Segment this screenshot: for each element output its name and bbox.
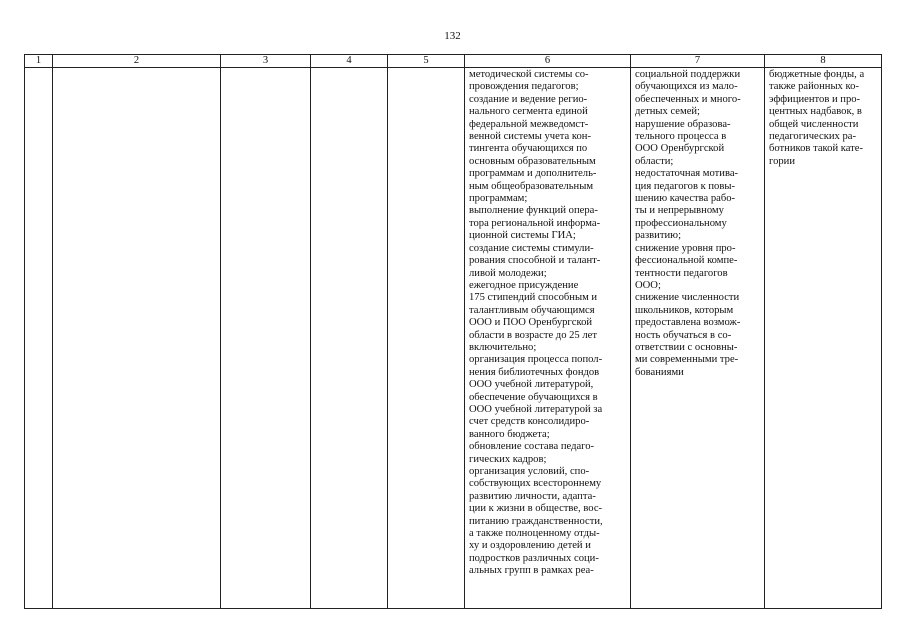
document-table: [24, 54, 882, 609]
table-row: [25, 68, 882, 609]
column-header-3: 3: [221, 55, 311, 68]
cell-col-4: [311, 68, 388, 609]
cell-text-col-8: бюджетные фонды, а также районных ко- эффициентов и про- центных надбавок, в общей численности педагогических ра- ботников такой кате- гории: [769, 69, 865, 167]
cell-text-col-6: методической системы со- провождения педагогов; создание и ведение регио- нального сегмента единой федеральной межведомст- венной системы учета кон- тингента обучающихся по основным образовательным программам и дополнитель- ным общеобразовательным программам; выполнение функций опера- тора региональной информа- ционной системы ГИА; создание системы стимули- рования способной и талант- ливой молодежи; ежегодное присуждение 175 стипендий способным и талантливым обучающимся ООО и ПОО Оренбургской области в возрасте до 25 лет включительно; организация процесса попол- нения библиотечных фондов ООО учебной литературой, обеспечение обучающихся в ООО учебной литературой за счет средств консолидиро- ванного бюджета; обновление состава педаго- гических кадров; организация условий, спо- собствующих всестороннему развитию личности, адапта- ции к жизни в обществе, вос- питанию гражданственности, а также полноценному отды- ху и оздоровлению детей и подростков различных соци- альных групп в рамках реа-: [469, 69, 603, 577]
cell-col-8: [765, 68, 882, 609]
column-header-1: 1: [25, 55, 53, 68]
column-header-5: 5: [388, 55, 465, 68]
cell-col-3: [221, 68, 311, 609]
cell-col-7: [631, 68, 765, 609]
cell-text-col-7: социальной поддержки обучающихся из мало- обеспеченных и много- детных семей; нарушение образова- тельного процесса в ООО Оренбургской области; недостаточная мотива- ция педагогов к повы- шению качества рабо- ты и непрерывному профессиональному развитию; снижение уровня про- фессиональной компе- тентности педагогов ООО; снижение численности школьников, которым предоставлена возмож- ность обучаться в со- ответствии с основны- ми современными тре- бованиями: [635, 69, 741, 378]
page-number: 132: [444, 30, 461, 42]
column-header-4: 4: [311, 55, 388, 68]
header-row: [25, 55, 882, 68]
column-header-6: 6: [465, 55, 631, 68]
column-header-7: 7: [631, 55, 765, 68]
cell-col-6: [465, 68, 631, 609]
column-header-2: 2: [53, 55, 221, 68]
column-header-8: 8: [765, 55, 882, 68]
cell-col-1: [25, 68, 53, 609]
cell-col-5: [388, 68, 465, 609]
cell-col-2: [53, 68, 221, 609]
